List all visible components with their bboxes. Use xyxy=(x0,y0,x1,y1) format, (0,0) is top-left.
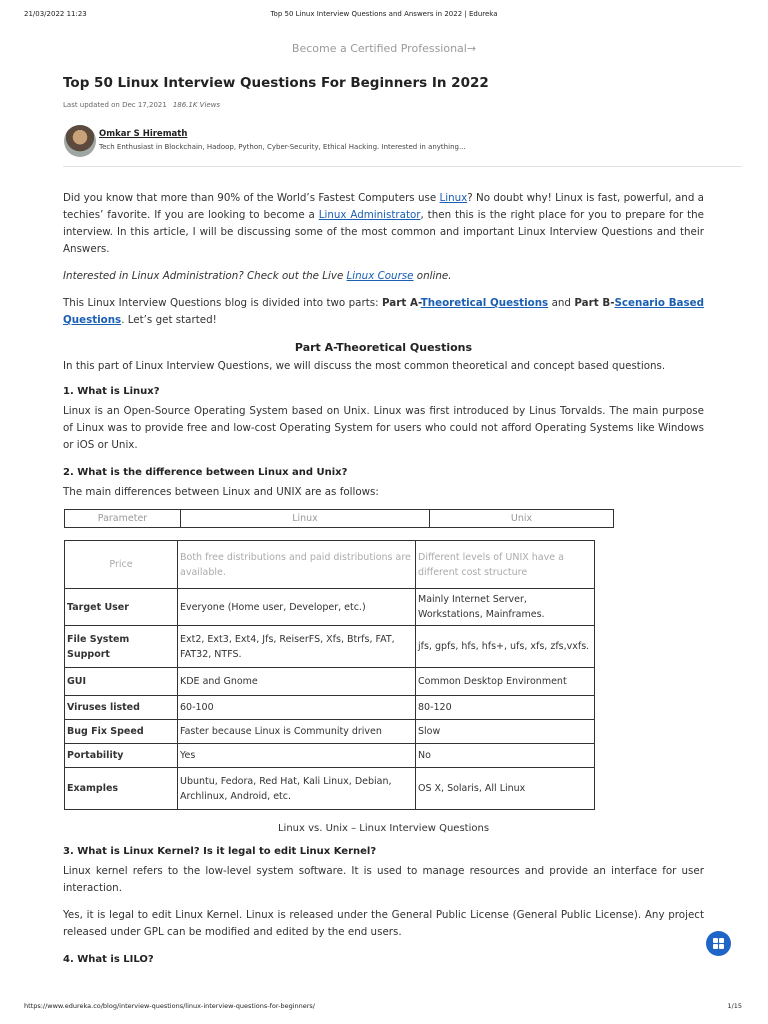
comparison-table xyxy=(64,540,595,810)
comparison-header-table xyxy=(64,509,614,528)
promo-text: Become a Certified Professional xyxy=(291,42,467,55)
print-page-number: 1/15 xyxy=(727,1002,742,1010)
table-row: Viruses listed 60-100 80-120 xyxy=(65,696,595,720)
header-linux: Linux xyxy=(181,510,430,528)
answer-3b: Yes, it is legal to edit Linux Kernel. Linux is released under the General Public License (General Public License). Any project released under GPL can be modified and edited by the end users. xyxy=(63,909,704,938)
linux-course-link[interactable]: Linux Course xyxy=(346,270,414,282)
intro-paragraph: Did you know that more than 90% of the World’s Fastest Computers use Linux? No doubt why! Linux is fast, powerful, and a techies’ favorite. If you are looking to become a Linux Administrator, then this is the right place for you to prepare for the interview. In this article, I will be discussing some of the most common and important Linux Interview Questions and their Answers. xyxy=(63,192,705,255)
scenario-questions-link[interactable]: Scenario Based Questions xyxy=(63,297,704,326)
linux-link[interactable]: Linux xyxy=(439,192,468,204)
author-avatar[interactable] xyxy=(64,125,96,157)
header-unix: Unix xyxy=(430,510,614,528)
table-row: Bug Fix Speed Faster because Linux is Community driven Slow xyxy=(65,720,595,744)
question-2: 2. What is the difference between Linux and Unix? xyxy=(63,467,348,478)
last-updated: Last updated on Dec 17,2021 xyxy=(63,101,167,109)
article-title: Top 50 Linux Interview Questions For Beginners In 2022 xyxy=(63,75,489,91)
print-date: 21/03/2022 11:23 xyxy=(24,10,87,18)
theoretical-questions-link[interactable]: Theoretical Questions xyxy=(420,297,549,309)
question-1: 1. What is Linux? xyxy=(63,386,160,397)
table-row: GUI KDE and Gnome Common Desktop Environment xyxy=(65,668,595,696)
table-row: Examples Ubuntu, Fedora, Red Hat, Kali Linux, Debian, Archlinux, Android, etc. OS X, Solaris, All Linux xyxy=(65,768,595,810)
section-heading: Part A-Theoretical Questions xyxy=(294,341,473,354)
section-intro: In this part of Linux Interview Questions, we will discuss the most common theoretical and concept based questions. xyxy=(63,360,666,372)
question-4: 4. What is LILO? xyxy=(63,954,154,965)
article-body xyxy=(63,190,704,971)
header-parameter: Parameter xyxy=(65,510,181,528)
table-row: Portability Yes No xyxy=(65,744,595,768)
print-page-title: Top 50 Linux Interview Questions and Answers in 2022 | Edureka xyxy=(270,10,498,18)
table-row: Target User Everyone (Home user, Developer, etc.) Mainly Internet Server, Workstations, Mainframes. xyxy=(65,589,595,626)
print-url: https://www.edureka.co/blog/interview-questions/linux-interview-questions-for-beginners/ xyxy=(24,1002,315,1010)
promo-link[interactable] xyxy=(0,42,768,55)
parts-paragraph: This Linux Interview Questions blog is divided into two parts: Part A-Theoretical Questions and Part B-Scenario Based Questions. Let’s get started! xyxy=(63,297,704,326)
linux-administrator-link[interactable]: Linux Administrator xyxy=(318,209,421,221)
author-name-link[interactable]: Omkar S Hiremath xyxy=(99,129,188,139)
grid-menu-button[interactable] xyxy=(706,931,731,956)
table-caption: Linux vs. Unix – Linux Interview Questions xyxy=(277,823,490,834)
course-promo-paragraph: Interested in Linux Administration? Check out the Live Linux Course online. xyxy=(63,270,452,282)
answer-1: Linux is an Open-Source Operating System based on Unix. Linux was first introduced by Linus Torvalds. The main purpose of Linux was to provide free and low-cost Operating System for users who could not afford Operating Systems like Windows or iOS or Unix. xyxy=(63,405,704,451)
answer-2: The main differences between Linux and UNIX are as follows: xyxy=(63,486,379,498)
table-row: File System Support Ext2, Ext3, Ext4, Jfs, ReiserFS, Xfs, Btrfs, FAT, FAT32, NTFS. jfs, gpfs, hfs, hfs+, ufs, xfs, zfs,vxfs. xyxy=(65,626,595,668)
question-3: 3. What is Linux Kernel? Is it legal to edit Linux Kernel? xyxy=(63,846,377,857)
answer-3a: Linux kernel refers to the low-level system software. It is used to manage resources and provide an interface for user interaction. xyxy=(63,865,704,894)
article-meta xyxy=(63,101,220,109)
author-bio: Tech Enthusiast in Blockchain, Hadoop, Python, Cyber-Security, Ethical Hacking. Interested in anything... xyxy=(99,143,466,151)
arrow-right-icon: → xyxy=(466,42,477,55)
view-count: 186.1K Views xyxy=(172,101,221,109)
divider xyxy=(63,166,742,167)
table-row: Price Both free distributions and paid distributions are available. Different levels of UNIX have a different cost structure xyxy=(65,541,595,589)
